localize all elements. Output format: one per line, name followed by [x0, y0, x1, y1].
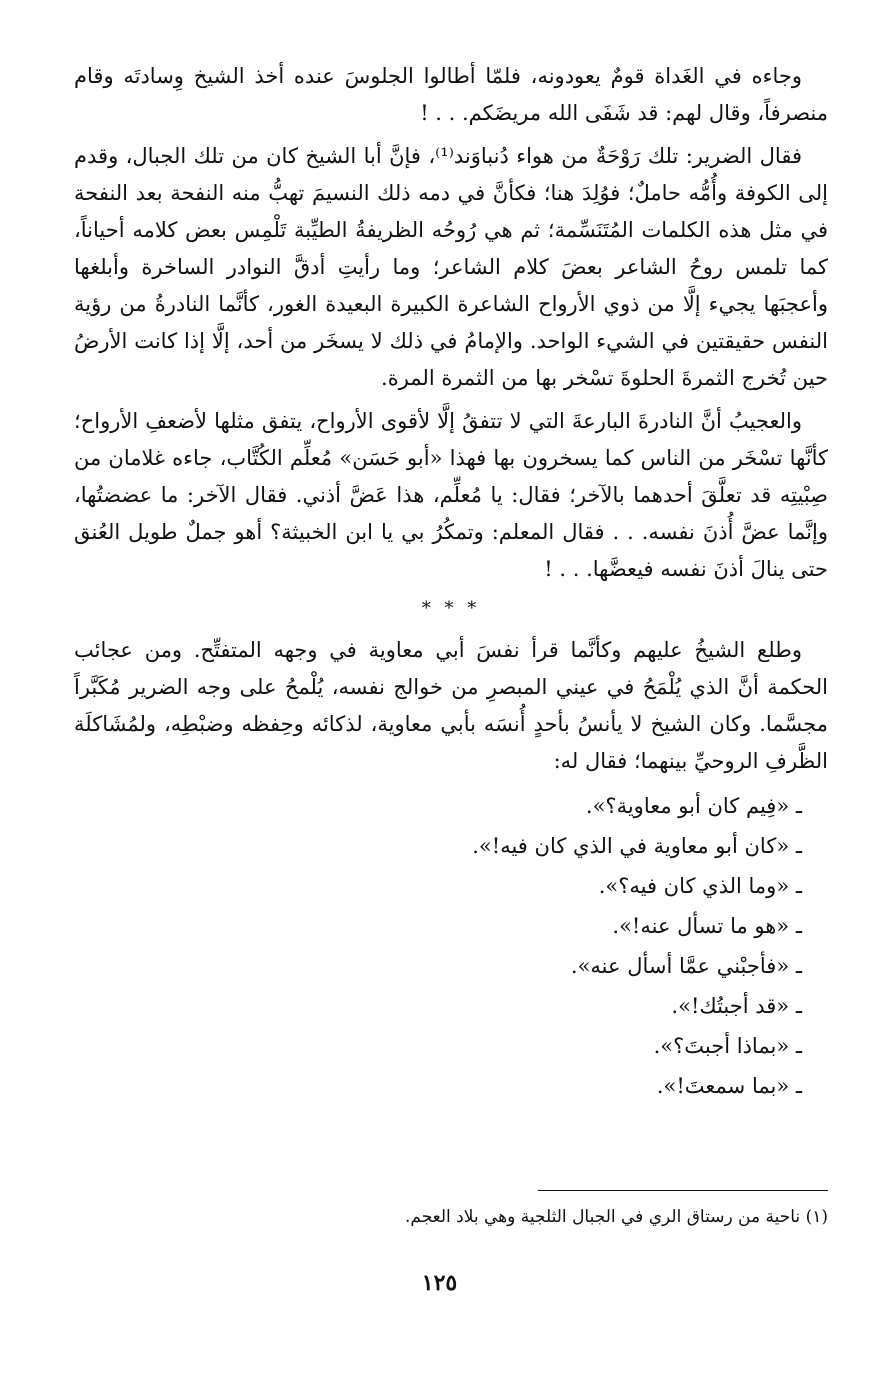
dialogue-line: ـ «فأجبْني عمَّا أسأل عنه». — [570, 954, 802, 978]
dialogue-line: ـ «هو ما تسأل عنه!». — [612, 914, 802, 938]
paragraph-2: فقال الضرير: تلك رَوْحَةٌ من هواء دُنباوَند⁽¹⁾، فإنَّ أبا الشيخ كان من تلك الجبال، وقدم إلى الكوفة وأُمُّه حاملٌ؛ فوُلِدَ هنا؛ فكأنَّ في دمه ذلك النسيمَ تهبُّ منه النفحة بعد النفحة في مثل هذه الكلمات المُتَنَسِّمة؛ ثم هي رُوحُه الظريفةُ الطيِّبة تَلْمِس بعض كلامه أحياناً، كما تلمس روحُ الشاعر بعضَ كلام الشاعر؛ وما رأيتِ أدقَّ النوادر الساخرة وأبلغها وأعجبَها يجيء إلَّا من ذوي الأرواح الشاعرة الكبيرة البعيدة الغور، كأنَّما النادرةُ من رؤية النفس حقيقتين في الشيء الواحد. والإمامُ في ذلك لا يسخَر من أحد، إلَّا إذا كانت الأرضُ حين تُخرج الثمرةَ الحلوةَ تسْخر بها من الثمرة المرة. — [74, 144, 828, 390]
paragraph-3: والعجيبُ أنَّ النادرةَ البارعةَ التي لا تتفقُ إلَّا لأقوى الأرواح، يتفق مثلها لأضعفِ الأرواح؛ كأنَّها تسْخَر من الناس كما يسخرون بها فهذا «أبو حَسَن» مُعلِّم الكُتَّاب، جاءه غلامان من صِبْيتِه قد تعلَّقَ أحدهما بالآخر؛ فقال: يا مُعلِّم، هذا عَضَّ أذني. فقال الآخر: ما عضضتُها، وإنَّما عضَّ أُذنَ نفسه. . . فقال المعلم: وتمكُرُ بي يا ابن الخبيثة؟ أهو جملٌ طويل العُنق حتى ينالَ أذنَ نفسه فيعضَّها. . . ! — [74, 409, 828, 581]
footnote-divider — [538, 1190, 828, 1191]
paragraph-4: وطلع الشيخُ عليهم وكأنَّما قرأ نفسَ أبي معاوية في وجهه المتفتِّح. ومن عجائب الحكمة أنَّ الذي يُلْمَحُ في عيني المبصرِ من خوالج نفسه، يُلْمحُ على وجه الضرير مُكَبَّراً مجسَّما. وكان الشيخ لا يأنسُ بأحدٍ أُنسَه بأبي معاوية، لذكائه وحِفظه وضبْطِه، ولمُشَاكلَة الظَّرفِ الروحيِّ بينهما؛ فقال له: — [74, 638, 828, 773]
page-number: ١٢٥ — [421, 1270, 458, 1296]
paragraph-1: وجاءه في الغَداة قومٌ يعودونه، فلمّا أطالوا الجلوسَ عنده أخذ الشيخ وِسادتَه وقام منصرفاً، وقال لهم: قد شَفَى الله مريضَكم. . . ! — [74, 64, 828, 125]
dialogue-line: ـ «فِيم كان أبو معاوية؟». — [585, 794, 802, 818]
dialogue-line: ـ «كان أبو معاوية في الذي كان فيه!». — [472, 834, 802, 858]
dialogue-line: ـ «بماذا أجبتَ؟». — [653, 1034, 802, 1058]
dialogue-list — [74, 786, 828, 1106]
footnote: (١) ناحية من رستاق الري في الجبال الثلجية وهي بلاد العجم. — [404, 1207, 828, 1227]
dialogue-line: ـ «وما الذي كان فيه؟». — [598, 874, 802, 898]
dialogue-line: ـ «بما سمعتَ!». — [656, 1074, 802, 1098]
dialogue-line: ـ «قد أجبتُك!». — [671, 994, 802, 1018]
page-body — [74, 58, 828, 1106]
section-separator: * * * — [421, 598, 481, 619]
